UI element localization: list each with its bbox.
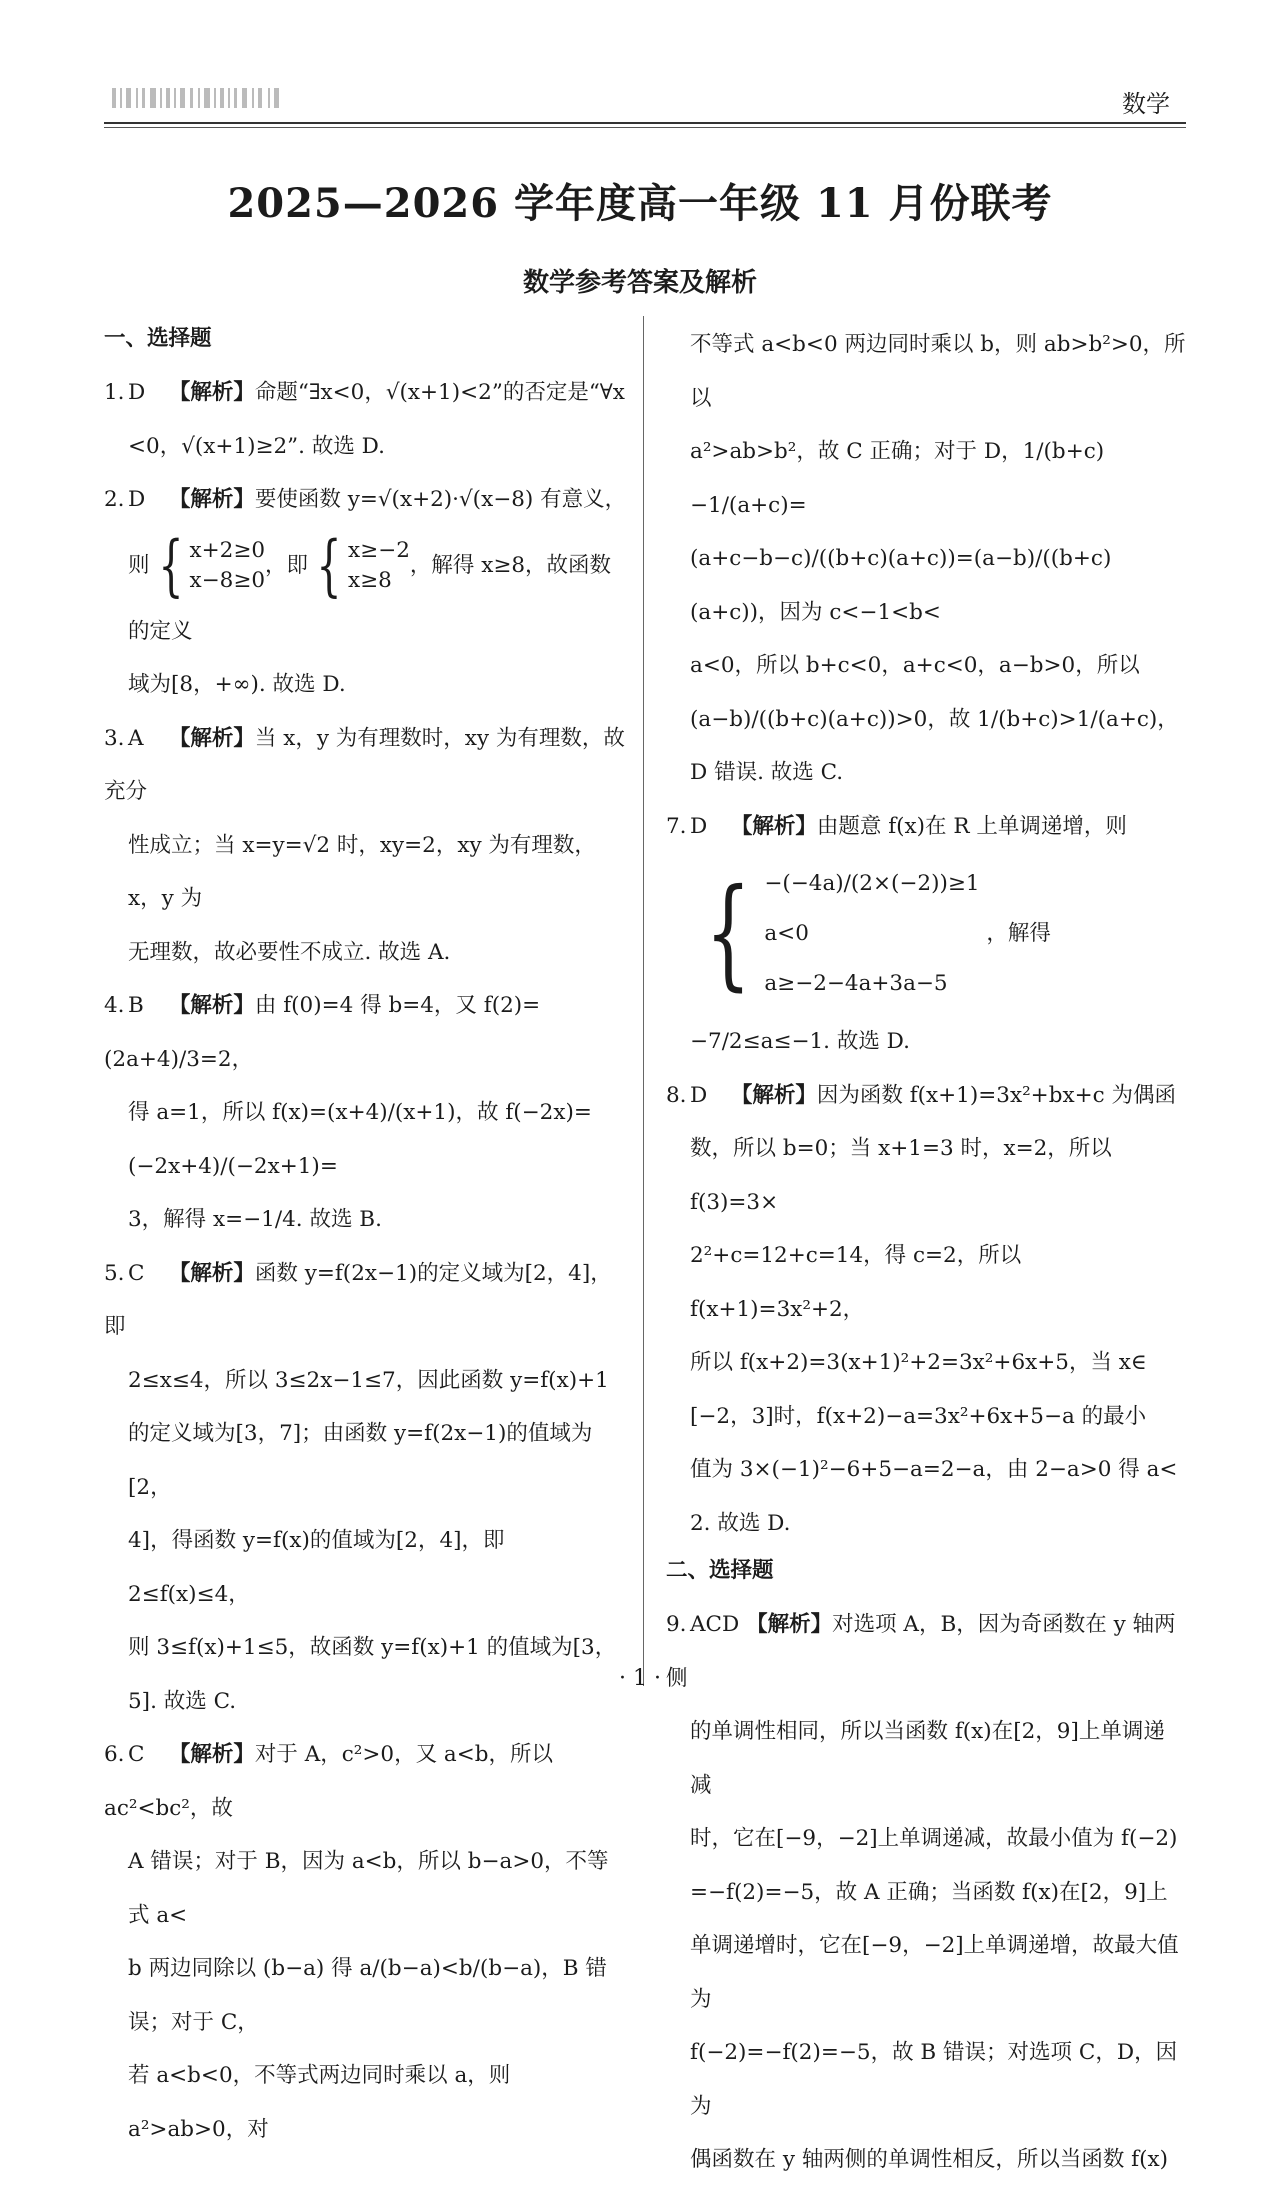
- question-number: 9.: [666, 1612, 687, 1637]
- question-number: 8.: [666, 1082, 687, 1108]
- question-6: [104, 1728, 629, 2156]
- header-rule: [104, 122, 1186, 124]
- analysis-tag: 【解析】: [730, 813, 817, 839]
- question-number: 1.: [104, 380, 125, 405]
- text-line: (a+c−b−c)/((b+c)(a+c))=(a−b)/((b+c)(a+c))，因为 c<−1<b<: [690, 546, 1112, 625]
- text-line: 无理数，故必要性不成立. 故选 A.: [128, 939, 451, 965]
- question-7: [666, 800, 1186, 1069]
- text-line: 当 x，y 为有理数时，xy 为有理数，故充分: [104, 725, 625, 804]
- text-line: 若 a<b<0，不等式两边同时乘以 a，则 a²>ab>0，对: [128, 2063, 511, 2142]
- text-fragment: ，解得 x≥8，故函数的定义: [128, 552, 612, 644]
- column-divider: [643, 316, 644, 1686]
- question-8: [666, 1069, 1186, 1551]
- question-number: 3.: [104, 725, 125, 751]
- text-line: <0，√(x+1)≥2”. 故选 D.: [128, 433, 385, 459]
- page-title: 2025—2026 学年度高一年级 11 月份联考: [227, 180, 1053, 227]
- question-5: [104, 1247, 629, 1729]
- text-line: 的定义域为[3，7]；由函数 y=f(2x−1)的值域为[2，: [128, 1421, 593, 1500]
- question-number: 5.: [104, 1260, 125, 1286]
- text-line: 的单调性相同，所以当函数 f(x)在[2，9]上单调递减: [690, 1719, 1165, 1798]
- analysis-tag: 【解析】: [730, 1082, 817, 1108]
- text-line: 2. 故选 D.: [690, 1510, 791, 1536]
- question-4: [104, 979, 629, 1247]
- text-line: 则 3≤f(x)+1≤5，故函数 y=f(x)+1 的值域为[3，: [128, 1635, 617, 1660]
- text-line: 值为 3×(−1)²−6+5−a=2−a，由 2−a>0 得 a<: [690, 1457, 1178, 1482]
- answer-letter: C: [128, 1742, 145, 1767]
- question-number: 2.: [104, 487, 125, 512]
- page-subtitle: 数学参考答案及解析: [522, 268, 757, 298]
- text-line: a²>ab>b²，故 C 正确；对于 D，1/(b+c)−1/(a+c)=: [690, 439, 1105, 518]
- equation-system: { x≥−2 x≥8: [316, 526, 410, 604]
- text-line: 3，解得 x=−1/4. 故选 B.: [128, 1207, 382, 1232]
- text-line: 2≤x≤4，所以 3≤2x−1≤7，因此函数 y=f(x)+1: [128, 1367, 609, 1393]
- text-line: 数，所以 b=0；当 x+1=3 时，x=2，所以 f(3)=3×: [690, 1136, 1112, 1215]
- analysis-tag: 【解析】: [168, 1742, 255, 1767]
- text-line: 命题“∃x<0，√(x+1)<2”的否定是“∀x: [254, 380, 625, 405]
- text-line: 由题意 f(x)在 R 上单调递增，则: [816, 813, 1127, 839]
- analysis-tag: 【解析】: [168, 380, 255, 405]
- analysis-tag: 【解析】: [168, 725, 255, 751]
- question-number: 6.: [104, 1742, 125, 1767]
- section-heading-choice1: 一、选择题: [104, 326, 212, 351]
- system-line: x+2≥0: [189, 537, 266, 563]
- text-line: 要使函数 y=√(x+2)·√(x−8) 有意义，: [254, 487, 627, 512]
- page-number: · 1 ·: [619, 1666, 661, 1691]
- left-column: [104, 318, 629, 2156]
- text-fragment: 则: [128, 552, 150, 578]
- text-line: b 两边同除以 (b−a) 得 a/(b−a)<b/(b−a)，B 错误；对于 C，: [128, 1956, 607, 2035]
- question-2: [104, 473, 629, 712]
- analysis-tag: 【解析】: [746, 1612, 833, 1637]
- text-line: (a−b)/((b+c)(a+c))>0，故 1/(b+c)>1/(a+c)，D 错误. 故选 C.: [690, 706, 1179, 785]
- equation-system: { x+2≥0 x−8≥0: [157, 526, 266, 604]
- text-line: A 错误；对于 B，因为 a<b，所以 b−a>0，不等式 a<: [128, 1849, 609, 1928]
- text-line: 由 f(0)=4 得 b=4，又 f(2)=(2a+4)/3=2，: [104, 993, 541, 1072]
- header-subject: 数学: [1122, 90, 1170, 118]
- answer-letter: D: [128, 487, 146, 512]
- text-line: 5]. 故选 C.: [128, 1688, 237, 1714]
- answer-letter: D: [690, 1082, 708, 1108]
- text-line: f(−2)=−f(2)=−5，故 B 错误；对选项 C，D，因为: [690, 2040, 1178, 2119]
- answer-letter: D: [690, 813, 708, 839]
- question-1: [104, 366, 629, 473]
- analysis-tag: 【解析】: [168, 487, 255, 512]
- text-line: 时，它在[−9，−2]上单调递减，故最小值为 f(−2): [690, 1826, 1178, 1851]
- text-line: 得 a=1，所以 f(x)=(x+4)/(x+1)，故 f(−2x)=(−2x+4)/(−2x+1)=: [128, 1100, 592, 1179]
- system-line: −(−4a)/(2×(−2))≥1: [764, 871, 980, 896]
- text-line: 性成立；当 x=y=√2 时，xy=2，xy 为有理数，x，y 为: [128, 832, 596, 911]
- analysis-tag: 【解析】: [168, 1260, 255, 1286]
- answer-letter: A: [128, 725, 144, 751]
- text-line: 所以 f(x+2)=3(x+1)²+2=3x²+6x+5，当 x∈: [690, 1350, 1147, 1375]
- answer-letter: B: [128, 993, 144, 1018]
- text-line: 偶函数在 y 轴两侧的单调性相反，所以当函数 f(x): [690, 2147, 1169, 2172]
- text-line: 4]，得函数 y=f(x)的值域为[2，4]，即 2≤f(x)≤4，: [128, 1528, 505, 1607]
- question-3: [104, 712, 629, 980]
- text-fragment: ，解得 −7/2≤a≤−1. 故选 D.: [690, 921, 1051, 1054]
- header-rule-thin: [104, 127, 1186, 128]
- analysis-tag: 【解析】: [168, 993, 255, 1018]
- system-line: a<0: [764, 921, 809, 946]
- text-line: 2²+c=12+c=14，得 c=2，所以 f(x+1)=3x²+2，: [690, 1243, 1022, 1322]
- text-fragment: ，即: [265, 552, 309, 578]
- text-line: 单调递增时，它在[−9，−2]上单调递增，故最大值为: [690, 1933, 1179, 2012]
- text-line: 因为函数 f(x+1)=3x²+bx+c 为偶函: [816, 1082, 1176, 1108]
- text-line: 对于 A，c²>0，又 a<b，所以 ac²<bc²，故: [104, 1742, 554, 1821]
- text-line: 对选项 A，B，因为奇函数在 y 轴两侧: [666, 1612, 1176, 1691]
- text-line: a<0，所以 b+c<0，a+c<0，a−b>0，所以: [690, 653, 1140, 678]
- right-column: [666, 318, 1186, 2187]
- section-heading-choice2: 二、选择题: [666, 1558, 774, 1583]
- text-line: 不等式 a<b<0 两边同时乘以 b，则 ab>b²>0，所以: [690, 332, 1186, 411]
- answer-letter: ACD: [690, 1612, 740, 1637]
- answer-letter: C: [128, 1260, 145, 1286]
- system-line: x≥−2: [348, 537, 410, 563]
- text-line: 域为[8，+∞). 故选 D.: [128, 672, 346, 697]
- barcode-icon: [112, 86, 292, 110]
- equation-system: { −(−4a)/(2×(−2))≥1 a<0 a≥−2−4a+3a−5: [690, 859, 980, 1009]
- question-6-continued: [666, 318, 1186, 800]
- question-number: 4.: [104, 993, 125, 1018]
- answer-letter: D: [128, 380, 146, 405]
- text-line: 函数 y=f(2x−1)的定义域为[2，4]，即: [104, 1260, 612, 1339]
- system-line: x≥8: [348, 567, 392, 593]
- text-line: [−2，3]时，f(x+2)−a=3x²+6x+5−a 的最小: [690, 1403, 1147, 1429]
- question-number: 7.: [666, 813, 687, 839]
- text-line: =−f(2)=−5，故 A 正确；当函数 f(x)在[2，9]上: [690, 1879, 1168, 1905]
- system-line: a≥−2−4a+3a−5: [764, 971, 948, 996]
- system-line: x−8≥0: [189, 567, 266, 593]
